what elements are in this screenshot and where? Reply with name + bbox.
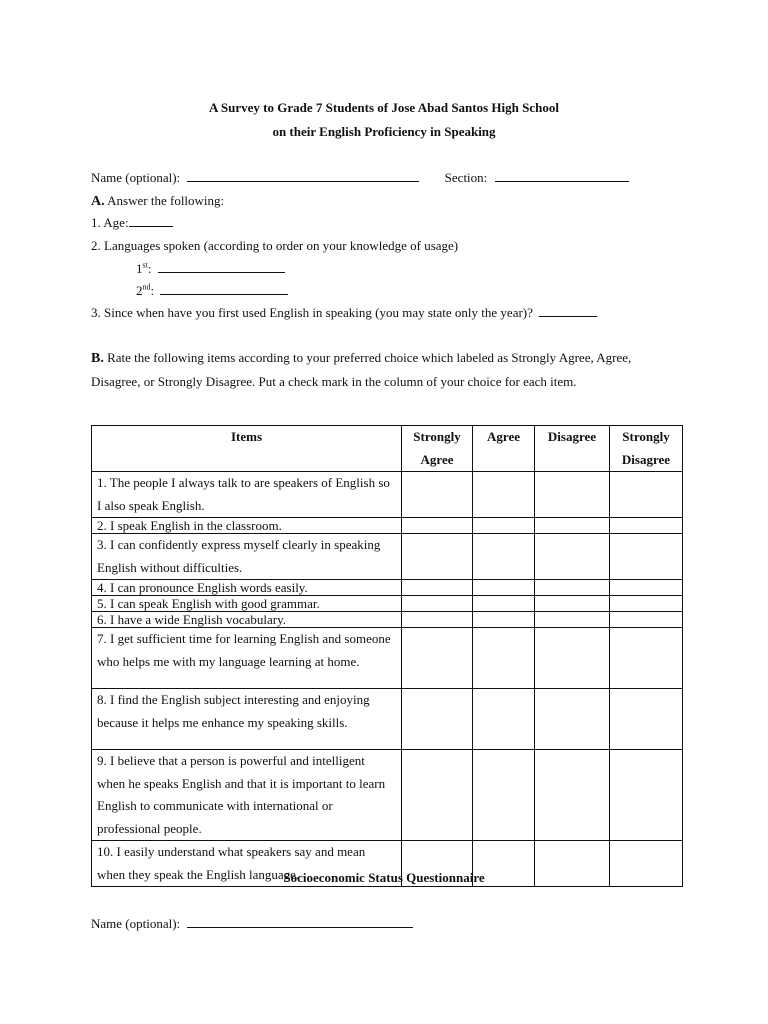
header-agree: Agree <box>473 426 535 472</box>
second-language-row <box>136 283 288 299</box>
table-row <box>92 534 683 580</box>
name-label: Name (optional): <box>91 170 181 185</box>
check-cell-strongly-agree[interactable] <box>402 689 473 750</box>
check-cell-strongly-agree[interactable] <box>402 750 473 841</box>
table-row <box>92 689 683 750</box>
check-cell-strongly-agree[interactable] <box>402 596 473 612</box>
header-strongly-disagree: Strongly Disagree <box>610 426 683 472</box>
languages-question: 2. Languages spoken (according to order on your knowledge of usage) <box>91 238 459 253</box>
table-row <box>92 750 683 841</box>
check-cell-disagree[interactable] <box>535 596 610 612</box>
check-cell-disagree[interactable] <box>535 580 610 596</box>
check-cell-strongly-agree[interactable] <box>402 472 473 518</box>
item-text: 1. The people I always talk to are speakers of English so I also speak English. <box>92 472 402 518</box>
ses-name-blank[interactable] <box>187 916 413 928</box>
first-use-row <box>91 305 597 321</box>
check-cell-strongly-disagree[interactable] <box>610 612 683 628</box>
check-cell-disagree[interactable] <box>535 750 610 841</box>
check-cell-agree[interactable] <box>473 612 535 628</box>
survey-title-line2: on their English Proficiency in Speaking <box>272 124 496 139</box>
check-cell-agree[interactable] <box>473 596 535 612</box>
check-cell-strongly-disagree[interactable] <box>610 518 683 534</box>
first-language-label: 1st: <box>136 261 152 277</box>
age-row <box>91 215 173 231</box>
section-label: Section: <box>444 170 488 185</box>
table-row <box>92 472 683 518</box>
first-language-row <box>136 261 285 277</box>
table-header-row <box>92 426 683 472</box>
check-cell-strongly-disagree[interactable] <box>610 580 683 596</box>
check-cell-agree[interactable] <box>473 689 535 750</box>
part-b-instruction: Rate the following items according to your preferred choice which labeled as Strongly Agree, Agree, Disagree, or Strongly Disagree. Put a check mark in the column of your choice for each item. <box>91 350 632 389</box>
part-a-letter: A. <box>91 194 105 209</box>
first-language-blank[interactable] <box>158 261 285 273</box>
check-cell-strongly-disagree[interactable] <box>610 534 683 580</box>
survey-title-line1: A Survey to Grade 7 Students of Jose Abad Santos High School <box>209 100 559 115</box>
name-blank[interactable] <box>187 170 419 182</box>
ses-title: Socioeconomic Status Questionnaire <box>283 870 485 885</box>
item-text: 10. I easily understand what speakers say and mean when they speak the English language. <box>92 841 402 887</box>
header-items: Items <box>92 426 402 472</box>
check-cell-strongly-agree[interactable] <box>402 580 473 596</box>
check-cell-strongly-disagree[interactable] <box>610 472 683 518</box>
table-row <box>92 580 683 596</box>
table-row <box>92 628 683 689</box>
check-cell-agree[interactable] <box>473 580 535 596</box>
item-text: 5. I can speak English with good grammar. <box>92 596 402 612</box>
check-cell-disagree[interactable] <box>535 534 610 580</box>
second-language-blank[interactable] <box>160 283 288 295</box>
item-text: 4. I can pronounce English words easily. <box>92 580 402 596</box>
check-cell-strongly-disagree[interactable] <box>610 750 683 841</box>
header-disagree: Disagree <box>535 426 610 472</box>
first-use-question: 3. Since when have you first used English in speaking (you may state only the year)? <box>91 305 533 320</box>
rating-table <box>91 425 683 887</box>
item-text: 2. I speak English in the classroom. <box>92 518 402 534</box>
check-cell-strongly-disagree[interactable] <box>610 689 683 750</box>
item-text: 6. I have a wide English vocabulary. <box>92 612 402 628</box>
part-b-letter: B. <box>91 351 104 366</box>
check-cell-strongly-disagree[interactable] <box>610 596 683 612</box>
check-cell-strongly-agree[interactable] <box>402 518 473 534</box>
second-language-label: 2nd: <box>136 283 155 299</box>
check-cell-disagree[interactable] <box>535 472 610 518</box>
check-cell-agree[interactable] <box>473 518 535 534</box>
check-cell-strongly-agree[interactable] <box>402 628 473 689</box>
item-text: 3. I can confidently express myself clearly in speaking English without difficulties. <box>92 534 402 580</box>
first-use-blank[interactable] <box>539 305 597 317</box>
part-b-paragraph <box>91 346 681 393</box>
part-a-instruction: Answer the following: <box>107 193 225 208</box>
name-row <box>91 170 629 186</box>
check-cell-agree[interactable] <box>473 628 535 689</box>
table-row <box>92 518 683 534</box>
check-cell-strongly-disagree[interactable] <box>610 628 683 689</box>
table-row <box>92 596 683 612</box>
check-cell-disagree[interactable] <box>535 518 610 534</box>
check-cell-disagree[interactable] <box>535 628 610 689</box>
ses-name-row <box>91 916 413 932</box>
section-blank[interactable] <box>495 170 629 182</box>
check-cell-strongly-agree[interactable] <box>402 612 473 628</box>
check-cell-agree[interactable] <box>473 472 535 518</box>
check-cell-agree[interactable] <box>473 534 535 580</box>
item-text: 7. I get sufficient time for learning English and someone who helps me with my language learning at home. <box>92 628 402 689</box>
check-cell-disagree[interactable] <box>535 612 610 628</box>
item-text: 9. I believe that a person is powerful and intelligent when he speaks English and that it is important to learn English to communicate with international or professional people. <box>92 750 402 841</box>
check-cell-agree[interactable] <box>473 750 535 841</box>
age-blank[interactable] <box>129 215 173 227</box>
part-a-heading <box>91 193 224 210</box>
check-cell-strongly-agree[interactable] <box>402 534 473 580</box>
item-text: 8. I find the English subject interesting and enjoying because it helps me enhance my speaking skills. <box>92 689 402 750</box>
header-strongly-agree: Strongly Agree <box>402 426 473 472</box>
ses-name-label: Name (optional): <box>91 916 181 931</box>
age-label: 1. Age: <box>91 215 129 230</box>
check-cell-disagree[interactable] <box>535 689 610 750</box>
table-row <box>92 612 683 628</box>
